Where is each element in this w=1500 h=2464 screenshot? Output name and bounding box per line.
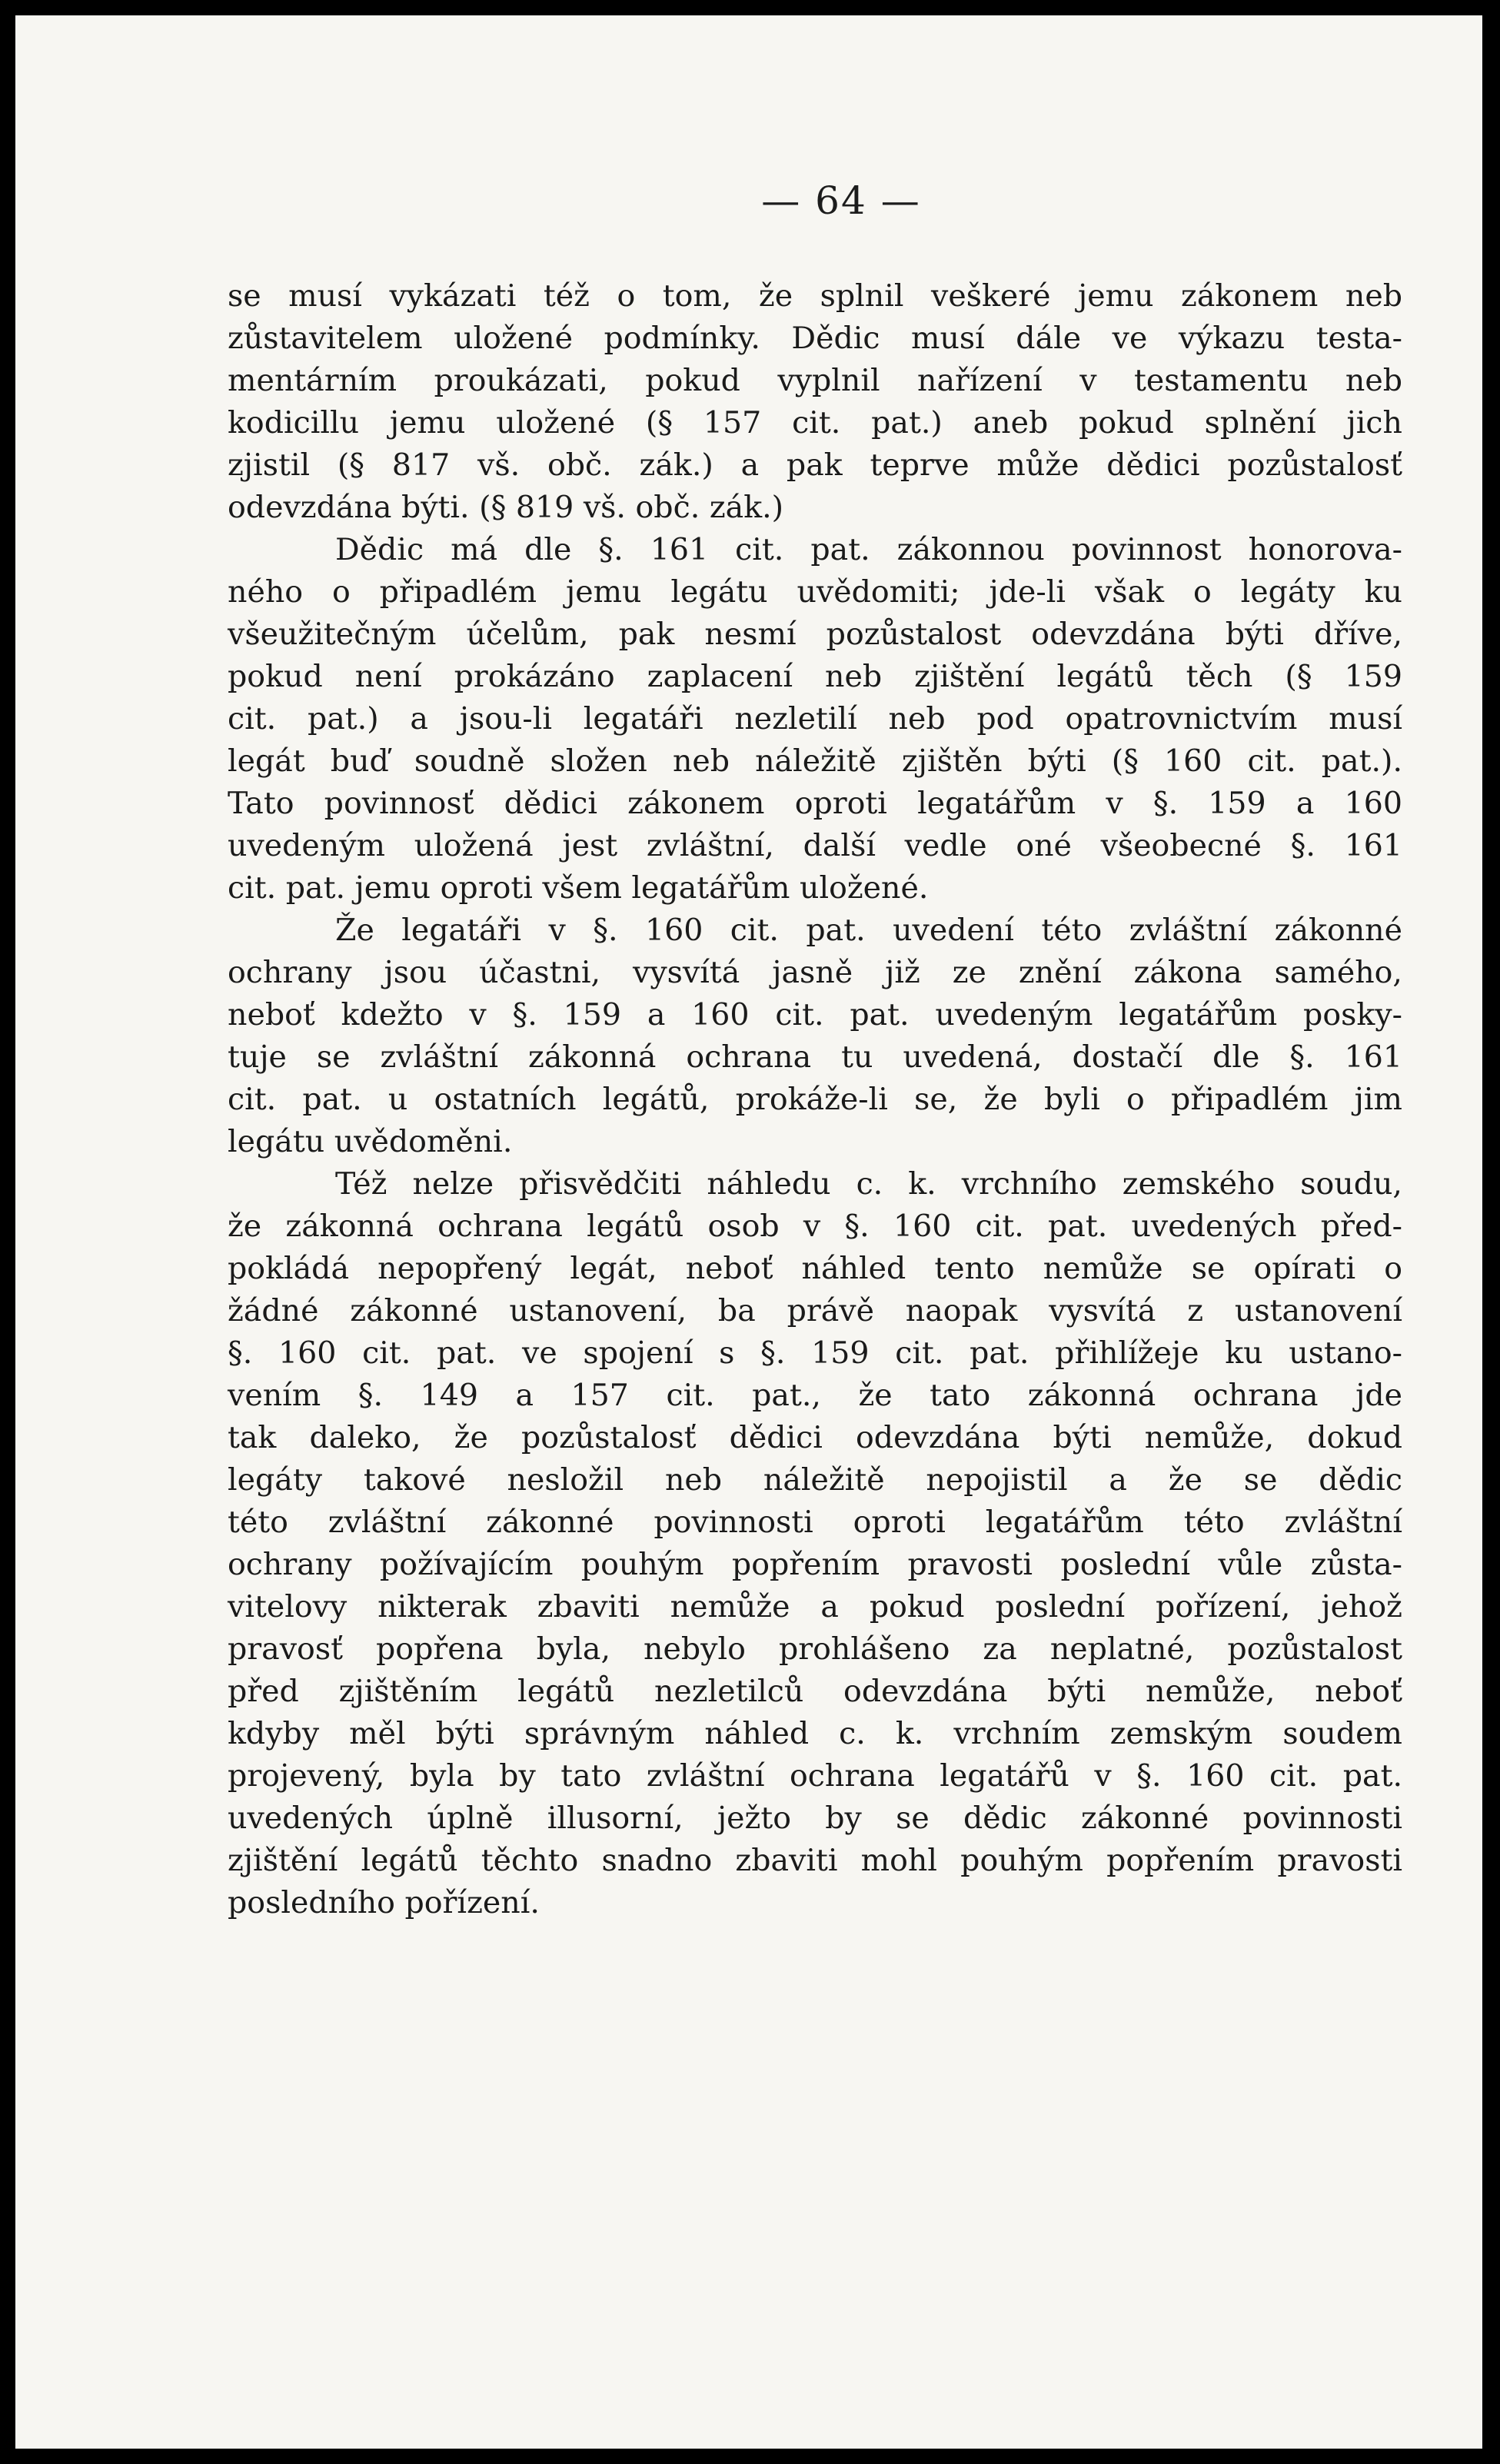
text-line: Tato povinnosť dědici zákonem oproti legatářům v §. 159 a 160 (228, 786, 1402, 821)
body-text (228, 275, 1402, 1924)
text-line: žádné zákonné ustanovení, ba právě naopak vysvítá z ustanovení (228, 1293, 1402, 1328)
text-line: pravosť popřena byla, nebylo prohlášeno za neplatné, pozůstalost (228, 1631, 1402, 1667)
text-line: kdyby měl býti správným náhled c. k. vrchním zemským soudem (228, 1716, 1402, 1751)
text-line: uvedených úplně illusorní, ježto by se dědic zákonné povinnosti (228, 1801, 1402, 1836)
text-line: legát buď soudně složen neb náležitě zjištěn býti (§ 160 cit. pat.). (228, 743, 1402, 779)
page-number: — 64 — (761, 178, 921, 223)
text-line: Dědic má dle §. 161 cit. pat. zákonnou povinnost honorova- (335, 532, 1402, 567)
text-line: tak daleko, že pozůstalosť dědici odevzdána býti nemůže, dokud (228, 1420, 1402, 1455)
text-line: ného o připadlém jemu legátu uvědomiti; jde-li však o legáty ku (228, 574, 1402, 610)
text-line: mentárním proukázati, pokud vyplnil nařízení v testamentu neb (228, 363, 1402, 398)
text-line: vením §. 149 a 157 cit. pat., že tato zákonná ochrana jde (228, 1378, 1402, 1413)
document-page (15, 15, 1482, 2449)
text-line: §. 160 cit. pat. ve spojení s §. 159 cit. pat. přihlížeje ku ustano- (228, 1335, 1402, 1371)
text-line: ochrany jsou účastni, vysvítá jasně již ze znění zákona samého, (228, 955, 1402, 990)
text-line: zjištění legátů těchto snadno zbaviti mohl pouhým popřením pravosti (228, 1843, 1402, 1878)
text-line: cit. pat.) a jsou-li legatáři nezletilí neb pod opatrovnictvím musí (228, 701, 1402, 737)
text-line: Že legatáři v §. 160 cit. pat. uvedení této zvláštní zákonné (335, 913, 1402, 948)
text-line: zůstavitelem uložené podmínky. Dědic musí dále ve výkazu testa- (228, 321, 1402, 356)
text-line: cit. pat. jemu oproti všem legatářům uložené. (228, 870, 929, 906)
text-line: uvedeným uložená jest zvláštní, další vedle oné všeobecné §. 161 (228, 828, 1402, 863)
text-line: této zvláštní zákonné povinnosti oproti legatářům této zvláštní (228, 1505, 1402, 1540)
text-line: se musí vykázati též o tom, že splnil veškeré jemu zákonem neb (228, 278, 1402, 314)
text-line: legáty takové nesložil neb náležitě nepojistil a že se dědic (228, 1462, 1402, 1498)
text-line: pokud není prokázáno zaplacení neb zjištění legátů těch (§ 159 (228, 659, 1402, 694)
text-line: cit. pat. u ostatních legátů, prokáže-li se, že byli o připadlém jim (228, 1082, 1402, 1117)
text-line: že zákonná ochrana legátů osob v §. 160 cit. pat. uvedených před- (228, 1209, 1402, 1244)
text-line: pokládá nepopřený legát, neboť náhled tento nemůže se opírati o (228, 1251, 1402, 1286)
text-line: vitelovy nikterak zbaviti nemůže a pokud poslední pořízení, jehož (228, 1589, 1402, 1624)
text-line: tuje se zvláštní zákonná ochrana tu uvedená, dostačí dle §. 161 (228, 1039, 1402, 1075)
text-line: zjistil (§ 817 vš. obč. zák.) a pak teprve může dědici pozůstalosť (228, 447, 1402, 483)
text-line: legátu uvědoměni. (228, 1124, 513, 1159)
text-line: posledního pořízení. (228, 1885, 540, 1920)
text-line: kodicillu jemu uložené (§ 157 cit. pat.) aneb pokud splnění jich (228, 405, 1402, 441)
text-line: všeužitečným účelům, pak nesmí pozůstalost odevzdána býti dříve, (228, 617, 1402, 652)
text-line: odevzdána býti. (§ 819 vš. obč. zák.) (228, 490, 784, 525)
text-line: projevený, byla by tato zvláštní ochrana legatářů v §. 160 cit. pat. (228, 1758, 1402, 1794)
text-line: neboť kdežto v §. 159 a 160 cit. pat. uvedeným legatářům posky- (228, 997, 1402, 1032)
text-line: ochrany požívajícím pouhým popřením pravosti poslední vůle zůsta- (228, 1547, 1402, 1582)
text-line: před zjištěním legátů nezletilců odevzdána býti nemůže, neboť (228, 1674, 1402, 1709)
text-line: Též nelze přisvědčiti náhledu c. k. vrchního zemského soudu, (335, 1166, 1402, 1202)
